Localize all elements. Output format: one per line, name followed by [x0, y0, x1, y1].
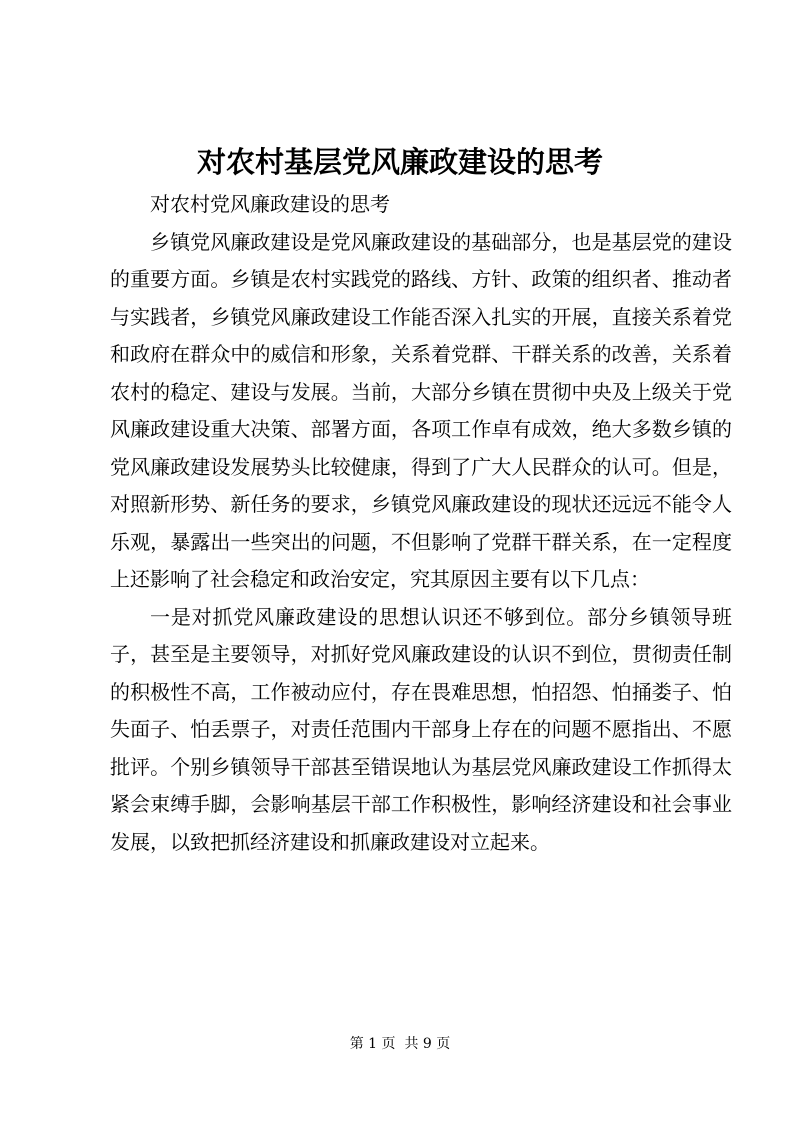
document-body	[110, 186, 732, 861]
document-title: 对农村基层党风廉政建设的思考	[196, 145, 603, 179]
page-footer	[0, 1034, 800, 1054]
paragraph-intro: 乡镇党风廉政建设是党风廉政建设的基础部分，也是基层党的建设的重要方面。乡镇是农村实践党的路线、方针、政策的组织者、推动者与实践者，乡镇党风廉政建设工作能否深入扎实的开展，直接关系着党和政府在群众中的威信和形象，关系着党群、干群关系的改善，关系着农村的稳定、建设与发展。当前，大部分乡镇在贯彻中央及上级关于党风廉政建设重大决策、部署方面，各项工作卓有成效，绝大多数乡镇的党风廉政建设发展势头比较健康，得到了广大人民群众的认可。但是，对照新形势、新任务的要求，乡镇党风廉政建设的现状还远远不能令人乐观，暴露出一些突出的问题，不但影响了党群干群关系，在一定程度上还影响了社会稳定和政治安定，究其原因主要有以下几点：	[110, 229, 732, 591]
paragraph-subtitle: 对农村党风廉政建设的思考	[150, 192, 390, 216]
paragraph-point-one: 一是对抓党风廉政建设的思想认识还不够到位。部分乡镇领导班子，甚至是主要领导，对抓好党风廉政建设的认识不到位，贯彻责任制的积极性不高，工作被动应付，存在畏难思想，怕招怨、怕捅娄子、怕失面子、怕丢票子，对责任范围内干部身上存在的问题不愿指出、不愿批评。个别乡镇领导干部甚至错误地认为基层党风廉政建设工作抓得太紧会束缚手脚，会影响基层干部工作积极性，影响经济建设和社会事业发展，以致把抓经济建设和抓廉政建设对立起来。	[110, 604, 732, 854]
page-number-label: 第 1 页 共 9 页	[349, 1036, 451, 1052]
